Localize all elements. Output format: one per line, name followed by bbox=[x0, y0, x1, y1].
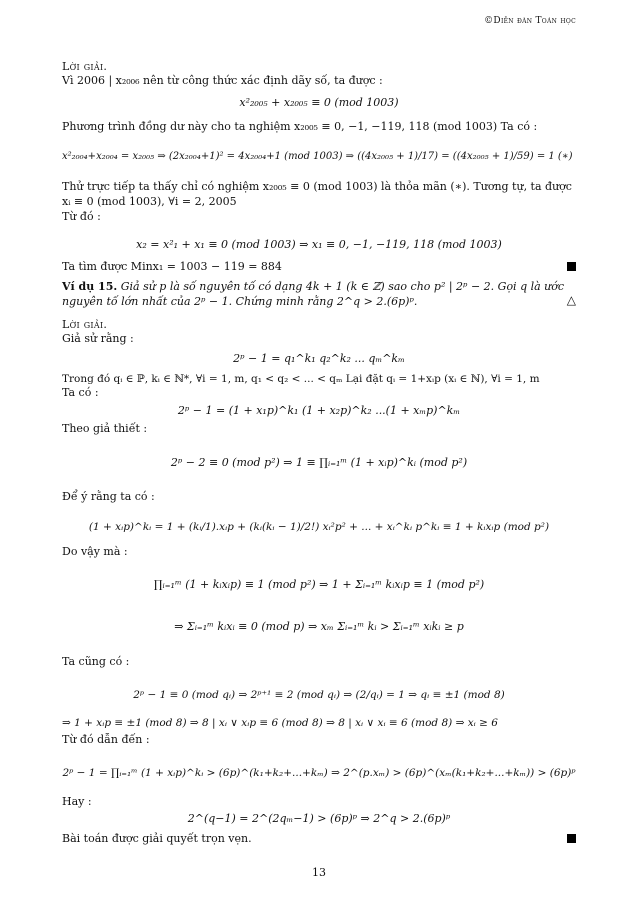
example-15-line-2: nguyên tố lớn nhất của 2ᵖ − 1. Chứng minh rằng 2^q > 2.(6p)ᵖ. bbox=[62, 295, 418, 308]
equation-5: 2ᵖ − 1 = (1 + x₁p)^k₁ (1 + x₂p)^k₂ ...(1 + xₘp)^kₘ bbox=[177, 404, 461, 417]
solution-1-intro: Vì 2006 | x₂₀₀₆ nên từ công thức xác định dãy số, ta được : bbox=[62, 74, 383, 87]
solution-1-result: Ta tìm được Minx₁ = 1003 − 119 = 884 bbox=[62, 260, 282, 273]
solution-2-text-8: Từ đó dẫn đến : bbox=[62, 733, 150, 746]
solution-2-text-9: Hay : bbox=[62, 795, 92, 808]
solution-1-text-2: Phương trình đồng dư này cho ta nghiệm x₂₀₀₅ ≡ 0, −1, −119, 118 (mod 1003) Ta có : bbox=[62, 120, 538, 133]
equation-6: 2ᵖ − 2 ≡ 0 (mod p²) ⇒ 1 ≡ ∏ᵢ₌₁ᵐ (1 + xᵢp)^kᵢ (mod p²) bbox=[170, 456, 468, 469]
solution-1-text-3a: Thử trực tiếp ta thấy chỉ có nghiệm x₂₀₀₅ ≡ 0 (mod 1003) là thỏa mãn (∗). Tương tự, ta được bbox=[62, 180, 572, 193]
equation-10: 2ᵖ − 1 ≡ 0 (mod qᵢ) ⇒ 2ᵖ⁺¹ ≡ 2 (mod qᵢ) ⇒ (2/qᵢ) = 1 ⇒ qᵢ ≡ ±1 (mod 8) bbox=[133, 689, 505, 701]
solution-1-label: Lời giải. bbox=[62, 60, 108, 73]
solution-2-text-3: Ta có : bbox=[62, 386, 99, 399]
equation-1: x²₂₀₀₅ + x₂₀₀₅ ≡ 0 (mod 1003) bbox=[239, 96, 399, 109]
equation-2: x²₂₀₀₄+x₂₀₀₄ = x₂₀₀₅ ⇒ (2x₂₀₀₄+1)² = 4x₂₀₀₄+1 (mod 1003) ⇒ ((4x₂₀₀₅ + 1)/17) = ((4x₂₀₀₅ + 1)/59) = 1 (∗) bbox=[62, 151, 573, 162]
solution-2-text-7: Ta cũng có : bbox=[62, 655, 130, 668]
equation-12: 2ᵖ − 1 = ∏ᵢ₌₁ᵐ (1 + xᵢp)^kᵢ > (6p)^(k₁+k₂+...+kₘ) ⇒ 2^(p.xₘ) > (6p)^(xₘ(k₁+k₂+...+kₘ)) > (6p)ᵖ bbox=[62, 767, 576, 779]
solution-2-text-2: Trong đó qᵢ ∈ ℙ, kᵢ ∈ ℕ*, ∀i = 1, m, q₁ < q₂ < ... < qₘ Lại đặt qᵢ = 1+xᵢp (xᵢ ∈ ℕ), ∀i = 1, m bbox=[62, 373, 540, 385]
equation-13: 2^(q−1) = 2^(2qₘ−1) > (6p)ᵖ ⇒ 2^q > 2.(6p)ᵖ bbox=[187, 812, 451, 825]
solution-1-text-3b: xᵢ ≡ 0 (mod 1003), ∀i = 2, 2005 bbox=[62, 195, 237, 208]
equation-9: ⇒ Σᵢ₌₁ᵐ kᵢxᵢ ≡ 0 (mod p) ⇒ xₘ Σᵢ₌₁ᵐ kᵢ > Σᵢ₌₁ᵐ xᵢkᵢ ≥ p bbox=[174, 620, 464, 633]
solution-2-text-6: Do vậy mà : bbox=[62, 545, 128, 558]
solution-1-text-4: Từ đó : bbox=[62, 210, 101, 223]
example-statement: Giả sử p là số nguyên tố có dạng 4k + 1 (k ∈ ℤ) sao cho p² | 2ᵖ − 2. Gọi q là ước bbox=[120, 280, 565, 293]
qed-square-icon bbox=[567, 834, 576, 843]
equation-3: x₂ = x²₁ + x₁ ≡ 0 (mod 1003) ⇒ x₁ ≡ 0, −1, −119, 118 (mod 1003) bbox=[136, 238, 502, 251]
example-label: Ví dụ 15. bbox=[62, 280, 118, 293]
equation-4: 2ᵖ − 1 = q₁^k₁ q₂^k₂ ... qₘ^kₘ bbox=[233, 352, 405, 365]
qed-square-icon bbox=[567, 262, 576, 271]
page-number: 13 bbox=[312, 866, 326, 879]
equation-7: (1 + xᵢp)^kᵢ = 1 + (kᵢ/1).xᵢp + (kᵢ(kᵢ − 1)/2!) xᵢ²p² + ... + xᵢ^kᵢ p^kᵢ ≡ 1 + kᵢxᵢp (mod p²) bbox=[88, 521, 550, 533]
solution-2-label: Lời giải. bbox=[62, 318, 108, 331]
solution-2-text-4: Theo giả thiết : bbox=[62, 422, 148, 435]
solution-2-final: Bài toán được giải quyết trọn vẹn. bbox=[62, 832, 252, 845]
equation-11: ⇒ 1 + xᵢp ≡ ±1 (mod 8) ⇒ 8 | xᵢ ∨ xᵢp ≡ 6 (mod 8) ⇒ 8 | xᵢ ∨ xᵢ ≡ 6 (mod 8) ⇒ xᵢ ≥ 6 bbox=[62, 717, 498, 729]
triangle-icon: △ bbox=[566, 293, 576, 307]
example-15-line-1 bbox=[62, 280, 576, 294]
solution-2-intro: Giả sử rằng : bbox=[62, 332, 134, 345]
page-header: ©Diễn đàn Toán học bbox=[484, 16, 576, 26]
equation-8: ∏ᵢ₌₁ᵐ (1 + kᵢxᵢp) ≡ 1 (mod p²) ⇒ 1 + Σᵢ₌₁ᵐ kᵢxᵢp ≡ 1 (mod p²) bbox=[153, 578, 485, 591]
solution-2-text-5: Để ý rằng ta có : bbox=[62, 490, 155, 503]
